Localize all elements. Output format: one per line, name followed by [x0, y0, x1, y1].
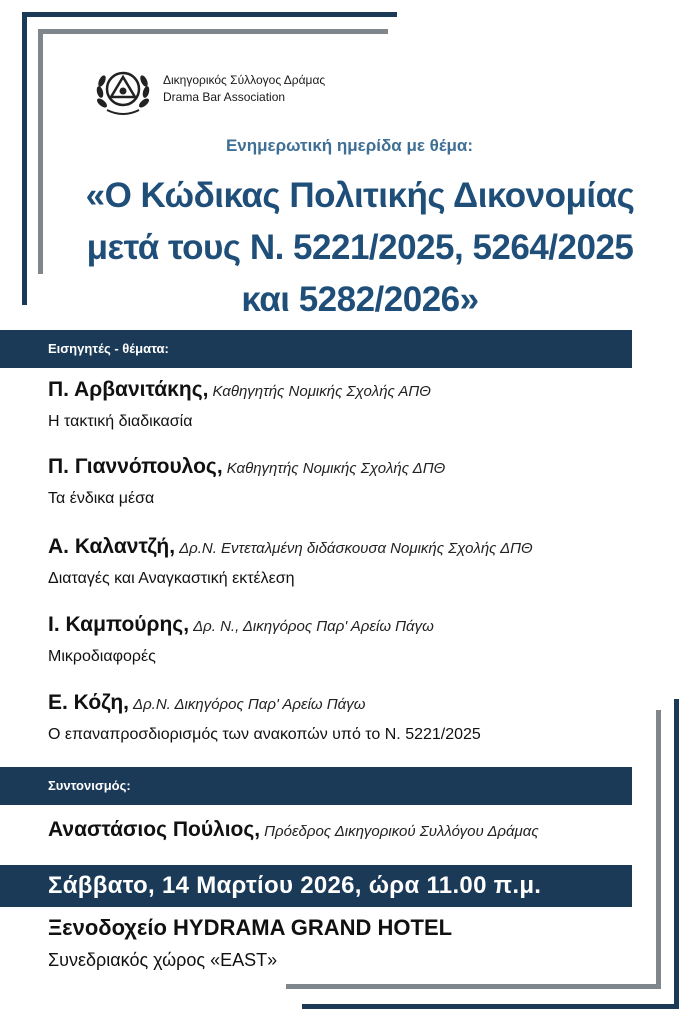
- speakers-section-band: [0, 330, 632, 368]
- organization-name-english: Drama Bar Association: [163, 90, 286, 104]
- frame-bottom-right-vertical-navy: [674, 699, 679, 1009]
- venue-name: Ξενοδοχείο HYDRAMA GRAND HOTEL: [48, 915, 453, 940]
- speaker-role: Καθηγητής Νομικής Σχολής ΑΠΘ: [212, 383, 431, 400]
- event-title-line-2: μετά τους Ν. 5221/2025, 5264/2025: [86, 228, 634, 267]
- frame-bottom-right-horizontal-gray: [286, 984, 661, 989]
- event-title-line-1: «Ο Κώδικας Πολιτικής Δικονομίας: [85, 176, 635, 215]
- speaker-entry: [48, 535, 533, 588]
- speaker-name: Π. Αρβανιτάκης,: [48, 378, 209, 401]
- speakers-section-label: Εισηγητές - θέματα:: [48, 341, 169, 356]
- coordinator-entry: [48, 818, 539, 842]
- date-time-text: Σάββατο, 14 Μαρτίου 2026, ώρα 11.00 π.μ.: [48, 872, 542, 899]
- speaker-topic: Ο επαναπροσδιορισμός των ανακοπών υπό το Ν. 5221/2025: [48, 726, 481, 743]
- speaker-name: Ι. Καμπούρης,: [48, 613, 190, 636]
- speaker-role: Δρ.Ν. Δικηγόρος Παρ' Αρείω Πάγω: [133, 696, 366, 713]
- speaker-entry: [48, 455, 445, 508]
- date-time-band: [0, 865, 632, 907]
- speaker-entry: [48, 378, 431, 431]
- speaker-topic: Μικροδιαφορές: [48, 648, 156, 665]
- event-title: [40, 170, 680, 326]
- frame-top-left-horizontal-navy: [22, 12, 397, 17]
- speaker-entry: [48, 613, 434, 666]
- coordinator-name: Αναστάσιος Πούλιος,: [48, 818, 261, 841]
- speaker-role: Καθηγητής Νομικής Σχολής ΔΠΘ: [226, 460, 446, 477]
- speaker-role: Δρ.Ν. Εντεταλμένη διδάσκουσα Νομικής Σχολής ΔΠΘ: [179, 540, 533, 557]
- frame-top-left-horizontal-gray: [38, 29, 388, 34]
- coordination-label: Συντονισμός:: [48, 778, 131, 793]
- frame-top-left-vertical-navy: [22, 12, 27, 305]
- bar-association-logo: [93, 62, 153, 118]
- coordinator-role: Πρόεδρος Δικηγορικού Συλλόγου Δράμας: [264, 823, 539, 840]
- speaker-entry: [48, 691, 481, 744]
- speaker-topic: Τα ένδικα μέσα: [48, 490, 155, 507]
- speaker-name: Α. Καλαντζή,: [48, 535, 176, 558]
- organization-block: [163, 72, 325, 106]
- speaker-topic: Διαταγές και Αναγκαστική εκτέλεση: [48, 570, 295, 587]
- speaker-role: Δρ. Ν., Δικηγόρος Παρ' Αρείω Πάγω: [193, 618, 434, 635]
- venue-hall: Συνεδριακός χώρος «EAST»: [48, 950, 278, 970]
- coordination-section-band: [0, 767, 632, 805]
- event-intro: Ενημερωτική ημερίδα με θέμα:: [225, 136, 474, 155]
- speaker-topic: Η τακτική διαδικασία: [48, 413, 193, 430]
- event-title-line-3: και 5282/2026»: [241, 280, 479, 319]
- frame-bottom-right-vertical-gray: [656, 710, 661, 988]
- speaker-name: Ε. Κόζη,: [48, 691, 130, 714]
- organization-name-greek: Δικηγορικός Σύλλογος Δράμας: [163, 73, 326, 87]
- speaker-name: Π. Γιαννόπουλος,: [48, 455, 223, 478]
- frame-bottom-right-horizontal-navy: [302, 1004, 679, 1009]
